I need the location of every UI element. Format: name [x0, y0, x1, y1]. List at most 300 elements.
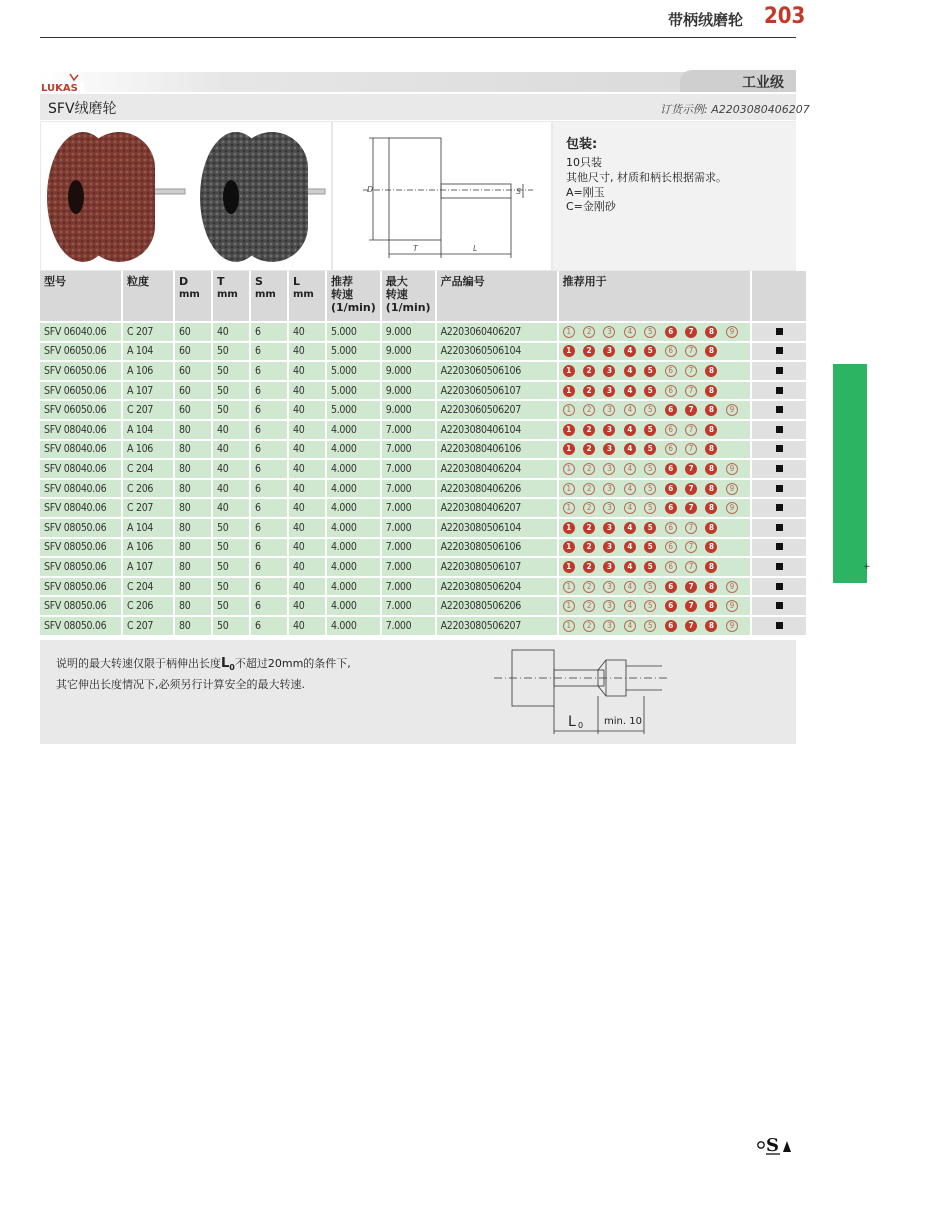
use-outline-icon: 9: [726, 600, 738, 612]
use-outline-icon: 3: [603, 483, 615, 495]
use-outline-icon: 6: [665, 561, 677, 573]
cell-l: 40: [288, 479, 326, 499]
cell-recommended-uses: [558, 538, 752, 558]
cell-s: 6: [250, 577, 288, 597]
cell-model: SFV 08040.06: [40, 479, 122, 499]
product-title: SFV绒磨轮: [48, 101, 117, 117]
stock-square-icon: [776, 387, 783, 394]
use-filled-icon: 7: [685, 581, 697, 593]
cell-t: 50: [212, 616, 250, 636]
cell-code: A2203080406204: [436, 459, 558, 479]
cell-l: 40: [288, 420, 326, 440]
stock-square-icon: [776, 328, 783, 335]
use-outline-icon: 5: [644, 502, 656, 514]
section-title: 带柄绒磨轮: [668, 11, 744, 29]
cell-stock-marker: [751, 557, 807, 577]
cell-s: 6: [250, 596, 288, 616]
cell-d: 80: [174, 498, 212, 518]
cell-rec: 4.000: [326, 577, 381, 597]
cell-max: 9.000: [381, 322, 436, 342]
cell-code: A2203080506206: [436, 596, 558, 616]
cell-grit: C 207: [122, 498, 174, 518]
cell-grit: C 204: [122, 459, 174, 479]
table-row: [40, 479, 807, 499]
use-filled-icon: 5: [644, 385, 656, 397]
cell-s: 6: [250, 557, 288, 577]
use-outline-icon: 6: [665, 443, 677, 455]
cell-s: 6: [250, 322, 288, 342]
cell-t: 40: [212, 322, 250, 342]
cell-model: SFV 08050.06: [40, 596, 122, 616]
use-filled-icon: 1: [563, 561, 575, 573]
stock-square-icon: [776, 347, 783, 354]
use-outline-icon: 6: [665, 365, 677, 377]
lukas-logo: [40, 72, 86, 94]
cell-stock-marker: [751, 538, 807, 558]
cell-model: SFV 06050.06: [40, 400, 122, 420]
footnote-text: 说明的最大转速仅限于柄伸出长度: [56, 657, 221, 670]
cell-recommended-uses: [558, 596, 752, 616]
use-outline-icon: 1: [563, 620, 575, 632]
cell-s: 6: [250, 616, 288, 636]
use-filled-icon: 8: [705, 541, 717, 553]
use-filled-icon: 5: [644, 561, 656, 573]
cell-stock-marker: [751, 479, 807, 499]
use-filled-icon: 3: [603, 561, 615, 573]
use-outline-icon: 2: [583, 581, 595, 593]
column-header-line: 粒度: [127, 275, 149, 288]
use-filled-icon: 8: [705, 326, 717, 338]
cell-code: A2203060406207: [436, 322, 558, 342]
table-row: [40, 498, 807, 518]
cell-stock-marker: [751, 518, 807, 538]
use-outline-icon: 4: [624, 620, 636, 632]
cell-code: A2203060506107: [436, 381, 558, 401]
cell-rec: 5.000: [326, 342, 381, 362]
crop-mark: +: [863, 562, 871, 572]
table-row: [40, 322, 807, 342]
column-header: [40, 271, 122, 322]
use-filled-icon: 7: [685, 326, 697, 338]
cell-grit: A 107: [122, 381, 174, 401]
use-filled-icon: 8: [705, 620, 717, 632]
column-header-line: 转速: [331, 288, 353, 301]
use-outline-icon: 6: [665, 541, 677, 553]
page-number: 203: [764, 4, 806, 29]
use-filled-icon: 8: [705, 365, 717, 377]
use-filled-icon: 7: [685, 620, 697, 632]
cell-model: SFV 06050.06: [40, 361, 122, 381]
cell-l: 40: [288, 459, 326, 479]
use-filled-icon: 6: [665, 483, 677, 495]
use-filled-icon: 5: [644, 541, 656, 553]
cell-d: 60: [174, 322, 212, 342]
use-outline-icon: 2: [583, 463, 595, 475]
cell-rec: 4.000: [326, 518, 381, 538]
cell-rec: 5.000: [326, 322, 381, 342]
use-outline-icon: 4: [624, 404, 636, 416]
table-row: [40, 381, 807, 401]
cell-recommended-uses: [558, 577, 752, 597]
cell-model: SFV 06050.06: [40, 342, 122, 362]
use-outline-icon: 1: [563, 502, 575, 514]
cell-code: A2203060506207: [436, 400, 558, 420]
use-filled-icon: 2: [583, 522, 595, 534]
footnote-text: 不超过20mm的条件下,: [234, 657, 351, 670]
cell-t: 50: [212, 538, 250, 558]
cell-t: 50: [212, 518, 250, 538]
dim-s-label: S: [516, 187, 522, 196]
use-outline-icon: 1: [563, 404, 575, 416]
cell-d: 60: [174, 342, 212, 362]
cell-rec: 4.000: [326, 459, 381, 479]
use-filled-icon: 2: [583, 443, 595, 455]
cell-t: 50: [212, 361, 250, 381]
cell-max: 7.000: [381, 557, 436, 577]
use-filled-icon: 4: [624, 424, 636, 436]
use-filled-icon: 6: [665, 404, 677, 416]
use-outline-icon: 5: [644, 483, 656, 495]
use-outline-icon: 5: [644, 620, 656, 632]
cell-rec: 4.000: [326, 557, 381, 577]
use-outline-icon: 7: [685, 443, 697, 455]
cell-max: 7.000: [381, 616, 436, 636]
cell-recommended-uses: [558, 459, 752, 479]
use-outline-icon: 9: [726, 404, 738, 416]
use-outline-icon: 7: [685, 424, 697, 436]
cell-s: 6: [250, 518, 288, 538]
use-outline-icon: 9: [726, 326, 738, 338]
use-filled-icon: 4: [624, 365, 636, 377]
cell-s: 6: [250, 400, 288, 420]
column-header-line: mm: [293, 289, 314, 300]
stock-square-icon: [776, 426, 783, 433]
cell-grit: C 207: [122, 616, 174, 636]
cell-rec: 5.000: [326, 361, 381, 381]
use-filled-icon: 1: [563, 424, 575, 436]
cell-max: 7.000: [381, 577, 436, 597]
footnote-subscript: 0: [229, 663, 235, 673]
cell-grit: C 206: [122, 596, 174, 616]
table-row: [40, 557, 807, 577]
packaging-title: 包装:: [566, 137, 598, 152]
stock-square-icon: [776, 583, 783, 590]
cell-grit: C 207: [122, 322, 174, 342]
column-header-line: 推荐: [331, 275, 353, 288]
section-side-tab: [833, 364, 867, 583]
cell-rec: 5.000: [326, 400, 381, 420]
use-filled-icon: 2: [583, 365, 595, 377]
cell-stock-marker: [751, 616, 807, 636]
use-outline-icon: 2: [583, 502, 595, 514]
table-row: [40, 361, 807, 381]
use-outline-icon: 7: [685, 541, 697, 553]
use-outline-icon: 4: [624, 483, 636, 495]
cell-code: A2203080506207: [436, 616, 558, 636]
stock-square-icon: [776, 622, 783, 629]
cell-d: 80: [174, 596, 212, 616]
column-header-line: L: [293, 275, 301, 288]
column-header-line: (1/min): [331, 301, 376, 314]
use-outline-icon: 4: [624, 600, 636, 612]
use-filled-icon: 1: [563, 443, 575, 455]
cell-grit: A 106: [122, 440, 174, 460]
cell-recommended-uses: [558, 361, 752, 381]
use-outline-icon: 9: [726, 463, 738, 475]
column-header-line: 推荐用于: [562, 275, 607, 288]
cell-t: 40: [212, 498, 250, 518]
cell-max: 7.000: [381, 518, 436, 538]
use-filled-icon: 2: [583, 385, 595, 397]
cell-max: 9.000: [381, 361, 436, 381]
cell-d: 80: [174, 440, 212, 460]
column-header: [326, 271, 381, 322]
use-outline-icon: 6: [665, 345, 677, 357]
cell-grit: A 106: [122, 361, 174, 381]
column-header: [558, 271, 752, 322]
cell-recommended-uses: [558, 381, 752, 401]
table-header-row: [40, 271, 807, 322]
cell-recommended-uses: [558, 498, 752, 518]
stock-square-icon: [776, 504, 783, 511]
column-header-line: T: [217, 275, 225, 288]
cell-recommended-uses: [558, 400, 752, 420]
cell-recommended-uses: [558, 322, 752, 342]
cell-recommended-uses: [558, 342, 752, 362]
cell-model: SFV 08040.06: [40, 498, 122, 518]
column-header-line: 最大: [385, 275, 408, 288]
cell-code: A2203060506106: [436, 361, 558, 381]
cell-rec: 4.000: [326, 538, 381, 558]
use-filled-icon: 1: [563, 365, 575, 377]
cell-grit: C 206: [122, 479, 174, 499]
l0-subscript: 0: [578, 721, 584, 730]
cell-l: 40: [288, 616, 326, 636]
cell-rec: 5.000: [326, 381, 381, 401]
cell-model: SFV 06050.06: [40, 381, 122, 401]
use-filled-icon: 7: [685, 404, 697, 416]
use-filled-icon: 8: [705, 561, 717, 573]
osa-logo: [756, 1132, 798, 1158]
cell-l: 40: [288, 342, 326, 362]
use-outline-icon: 3: [603, 600, 615, 612]
use-outline-icon: 5: [644, 463, 656, 475]
cell-d: 80: [174, 420, 212, 440]
cell-t: 50: [212, 381, 250, 401]
cell-max: 9.000: [381, 381, 436, 401]
stock-square-icon: [776, 465, 783, 472]
cell-model: SFV 08050.06: [40, 616, 122, 636]
cell-max: 7.000: [381, 459, 436, 479]
cell-model: SFV 08050.06: [40, 518, 122, 538]
use-outline-icon: 9: [726, 502, 738, 514]
cell-stock-marker: [751, 498, 807, 518]
cell-code: A2203080506104: [436, 518, 558, 538]
cell-stock-marker: [751, 342, 807, 362]
cell-rec: 4.000: [326, 616, 381, 636]
column-header-line: (1/min): [385, 301, 431, 314]
use-outline-icon: 5: [644, 600, 656, 612]
cell-code: A2203080406206: [436, 479, 558, 499]
stock-square-icon: [776, 524, 783, 531]
use-filled-icon: 6: [665, 620, 677, 632]
cell-d: 80: [174, 577, 212, 597]
use-filled-icon: 3: [603, 424, 615, 436]
cell-l: 40: [288, 518, 326, 538]
use-filled-icon: 6: [665, 502, 677, 514]
packaging-line: C=金刚砂: [566, 200, 616, 213]
use-outline-icon: 6: [665, 385, 677, 397]
technical-drawing: [333, 122, 551, 270]
cell-code: A2203080406207: [436, 498, 558, 518]
use-filled-icon: 3: [603, 541, 615, 553]
stock-square-icon: [776, 485, 783, 492]
l0-label: L: [568, 714, 576, 730]
column-header-line: mm: [217, 289, 238, 300]
dimension-drawing: [333, 122, 551, 270]
use-filled-icon: 5: [644, 424, 656, 436]
use-filled-icon: 8: [705, 385, 717, 397]
cell-code: A2203060506104: [436, 342, 558, 362]
cell-t: 50: [212, 596, 250, 616]
cell-grit: A 106: [122, 538, 174, 558]
use-outline-icon: 1: [563, 483, 575, 495]
use-outline-icon: 5: [644, 581, 656, 593]
cell-grit: A 104: [122, 518, 174, 538]
cell-grit: A 104: [122, 342, 174, 362]
use-filled-icon: 4: [624, 541, 636, 553]
use-outline-icon: 2: [583, 326, 595, 338]
stock-square-icon: [776, 445, 783, 452]
use-filled-icon: 7: [685, 463, 697, 475]
use-outline-icon: 3: [603, 463, 615, 475]
stock-square-icon: [776, 406, 783, 413]
table-row: [40, 518, 807, 538]
column-header-line: D: [179, 275, 189, 288]
use-outline-icon: 2: [583, 483, 595, 495]
use-outline-icon: 7: [685, 522, 697, 534]
column-header-line: mm: [179, 289, 200, 300]
stock-square-icon: [776, 602, 783, 609]
cell-recommended-uses: [558, 518, 752, 538]
use-outline-icon: 2: [583, 620, 595, 632]
cell-d: 60: [174, 361, 212, 381]
use-outline-icon: 4: [624, 502, 636, 514]
use-filled-icon: 1: [563, 541, 575, 553]
use-filled-icon: 3: [603, 365, 615, 377]
use-filled-icon: 5: [644, 345, 656, 357]
dim-d-label: D: [367, 185, 374, 194]
table-row: [40, 420, 807, 440]
use-filled-icon: 6: [665, 600, 677, 612]
use-filled-icon: 5: [644, 365, 656, 377]
use-filled-icon: 4: [624, 561, 636, 573]
cell-rec: 4.000: [326, 498, 381, 518]
use-filled-icon: 8: [705, 404, 717, 416]
cell-code: A2203080406106: [436, 440, 558, 460]
use-filled-icon: 7: [685, 502, 697, 514]
shank-length-diagram: [494, 646, 674, 738]
osa-logo-text: OSA: [756, 1132, 759, 1133]
cell-rec: 4.000: [326, 479, 381, 499]
cell-stock-marker: [751, 440, 807, 460]
column-header: [288, 271, 326, 322]
cell-recommended-uses: [558, 479, 752, 499]
cell-code: A2203080506204: [436, 577, 558, 597]
column-header: [122, 271, 174, 322]
use-filled-icon: 3: [603, 443, 615, 455]
use-filled-icon: 4: [624, 443, 636, 455]
use-outline-icon: 4: [624, 463, 636, 475]
use-outline-icon: 5: [644, 404, 656, 416]
use-outline-icon: 9: [726, 581, 738, 593]
cell-model: SFV 06040.06: [40, 322, 122, 342]
cell-t: 50: [212, 342, 250, 362]
cell-l: 40: [288, 557, 326, 577]
product-table: [40, 271, 808, 637]
cell-l: 40: [288, 440, 326, 460]
cell-stock-marker: [751, 381, 807, 401]
use-filled-icon: 6: [665, 581, 677, 593]
cell-d: 80: [174, 518, 212, 538]
use-outline-icon: 1: [563, 581, 575, 593]
use-outline-icon: 7: [685, 345, 697, 357]
cell-model: SFV 08040.06: [40, 440, 122, 460]
packaging-line: 10只装: [566, 156, 602, 169]
cell-max: 7.000: [381, 479, 436, 499]
cell-rec: 4.000: [326, 440, 381, 460]
table-row: [40, 342, 807, 362]
cell-l: 40: [288, 596, 326, 616]
table-row: [40, 459, 807, 479]
cell-max: 7.000: [381, 440, 436, 460]
use-filled-icon: 3: [603, 522, 615, 534]
cell-stock-marker: [751, 577, 807, 597]
cell-recommended-uses: [558, 440, 752, 460]
cell-max: 7.000: [381, 596, 436, 616]
cell-d: 80: [174, 459, 212, 479]
column-header: [436, 271, 558, 322]
use-filled-icon: 5: [644, 522, 656, 534]
stock-square-icon: [776, 563, 783, 570]
cell-t: 50: [212, 400, 250, 420]
use-filled-icon: 3: [603, 345, 615, 357]
table-row: [40, 577, 807, 597]
header-rule: [40, 37, 796, 38]
cell-s: 6: [250, 361, 288, 381]
use-outline-icon: 2: [583, 600, 595, 612]
table-row: [40, 400, 807, 420]
cell-stock-marker: [751, 322, 807, 342]
stock-square-icon: [776, 543, 783, 550]
use-outline-icon: 7: [685, 561, 697, 573]
use-outline-icon: 3: [603, 326, 615, 338]
cell-s: 6: [250, 459, 288, 479]
use-filled-icon: 2: [583, 561, 595, 573]
cell-rec: 4.000: [326, 420, 381, 440]
cell-t: 40: [212, 459, 250, 479]
dim-t-label: T: [413, 244, 418, 253]
cell-d: 80: [174, 538, 212, 558]
order-example: 订货示例: A2203080406207: [660, 103, 810, 116]
column-header-line: S: [255, 275, 263, 288]
use-filled-icon: 4: [624, 522, 636, 534]
grade-label: 工业级: [742, 75, 784, 91]
cell-recommended-uses: [558, 616, 752, 636]
column-header-line: 转速: [385, 288, 408, 301]
column-header: [751, 271, 807, 322]
cell-grit: A 107: [122, 557, 174, 577]
